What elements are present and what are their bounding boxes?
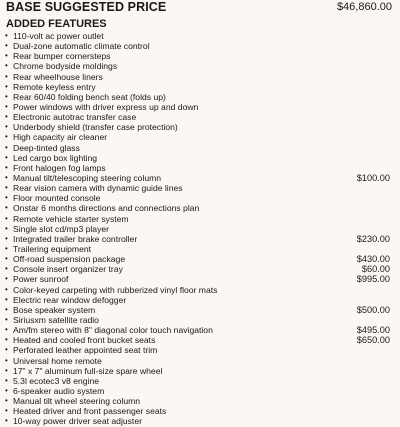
feature-row — [0, 224, 400, 234]
feature-row — [0, 82, 400, 92]
bullet-icon: • — [5, 142, 8, 152]
bullet-icon: • — [5, 81, 8, 91]
bullet-icon: • — [5, 162, 8, 172]
feature-row — [0, 92, 400, 102]
bullet-icon: • — [5, 61, 8, 71]
bullet-icon: • — [5, 101, 8, 111]
feature-name: Off-road suspension package — [13, 254, 126, 265]
feature-row — [0, 325, 400, 335]
bullet-icon: • — [5, 183, 8, 193]
bullet-icon: • — [5, 31, 8, 40]
bullet-icon: • — [5, 355, 8, 365]
bullet-icon: • — [5, 385, 8, 395]
feature-row — [0, 183, 400, 193]
feature-price: $650.00 — [356, 335, 390, 346]
bullet-icon: • — [5, 112, 8, 122]
feature-row — [0, 315, 400, 325]
bullet-icon: • — [5, 406, 8, 416]
feature-name: Remote keyless entry — [13, 81, 96, 92]
feature-row — [0, 143, 400, 153]
feature-row — [0, 132, 400, 142]
bullet-icon: • — [5, 172, 8, 182]
bullet-icon: • — [5, 365, 8, 375]
feature-row — [0, 345, 400, 355]
feature-name: Onstar 6 months directions and connections plan — [13, 203, 200, 214]
feature-name: 110-volt ac power outlet — [13, 31, 104, 41]
feature-row — [0, 335, 400, 345]
feature-name: Led cargo box lighting — [13, 152, 98, 163]
feature-row — [0, 173, 400, 183]
feature-name: Floor mounted console — [13, 193, 101, 204]
feature-row — [0, 274, 400, 284]
feature-price: $60.00 — [361, 264, 390, 275]
feature-row — [0, 366, 400, 376]
feature-name: Manual tilt/telescoping steering column — [13, 172, 162, 183]
bullet-icon: • — [5, 314, 8, 324]
bullet-icon: • — [5, 284, 8, 294]
feature-name: Rear 60/40 folding bench seat (folds up) — [13, 91, 166, 102]
feature-row — [0, 396, 400, 406]
feature-row — [0, 102, 400, 112]
feature-row — [0, 203, 400, 213]
added-features-heading: ADDED FEATURES — [6, 18, 107, 30]
feature-row — [0, 416, 400, 426]
feature-price: $995.00 — [356, 274, 390, 285]
base-price-value: $46,860.00 — [336, 1, 392, 13]
feature-name: Siriusxm satellite radio — [13, 314, 99, 325]
feature-name: Bose speaker system — [13, 304, 96, 315]
feature-row — [0, 376, 400, 386]
bullet-icon: • — [5, 71, 8, 81]
bullet-icon: • — [5, 91, 8, 101]
bullet-icon: • — [5, 233, 8, 243]
feature-price: $495.00 — [356, 325, 390, 336]
feature-name: Remote vehicle starter system — [13, 213, 129, 224]
feature-name: Manual tilt wheel steering column — [13, 396, 141, 407]
bullet-icon: • — [5, 51, 8, 61]
feature-row — [0, 61, 400, 71]
feature-row — [0, 295, 400, 305]
feature-name: Heated and cooled front bucket seats — [13, 335, 156, 346]
bullet-icon: • — [5, 132, 8, 142]
feature-row — [0, 72, 400, 82]
feature-row — [0, 264, 400, 274]
feature-name: 17" x 7" aluminum full-size spare wheel — [13, 365, 163, 376]
feature-row — [0, 112, 400, 122]
bullet-icon: • — [5, 325, 8, 335]
feature-name: Rear bumper cornersteps — [13, 51, 111, 62]
feature-row — [0, 193, 400, 203]
feature-name: Deep-tinted glass — [13, 142, 80, 153]
price-header — [0, 0, 400, 15]
feature-row — [0, 386, 400, 396]
feature-row — [0, 254, 400, 264]
feature-row — [0, 153, 400, 163]
feature-row — [0, 41, 400, 51]
feature-name: 10-way power driver seat adjuster — [13, 416, 142, 427]
bullet-icon: • — [5, 294, 8, 304]
feature-row — [0, 51, 400, 61]
feature-name: Integrated trailer brake controller — [13, 233, 138, 244]
bullet-icon: • — [5, 335, 8, 345]
bullet-icon: • — [5, 193, 8, 203]
feature-name: Electronic autotrac transfer case — [13, 112, 137, 123]
feature-name: Universal home remote — [13, 355, 102, 366]
feature-row — [0, 244, 400, 254]
feature-name: Color-keyed carpeting with rubberized vinyl floor mats — [13, 284, 218, 295]
feature-list — [0, 31, 400, 426]
bullet-icon: • — [5, 243, 8, 253]
feature-name: Perforated leather appointed seat trim — [13, 345, 158, 356]
feature-name: 5.3l ecotec3 v8 engine — [13, 375, 100, 386]
feature-name: Electric rear window defogger — [13, 294, 127, 305]
bullet-icon: • — [5, 396, 8, 406]
bullet-icon: • — [5, 122, 8, 132]
bullet-icon: • — [5, 203, 8, 213]
bullet-icon: • — [5, 274, 8, 284]
feature-name: Trailering equipment — [13, 243, 92, 254]
bullet-icon: • — [5, 41, 8, 51]
feature-row — [0, 163, 400, 173]
bullet-icon: • — [5, 152, 8, 162]
feature-row — [0, 305, 400, 315]
feature-name: Single slot cd/mp3 player — [13, 223, 110, 234]
feature-name: Dual-zone automatic climate control — [13, 41, 150, 52]
feature-name: Power windows with driver express up and down — [13, 101, 199, 112]
feature-name: Underbody shield (transfer case protection) — [13, 122, 178, 133]
feature-name: Am/fm stereo with 8" diagonal color touch navigation — [13, 325, 213, 336]
feature-name: Heated driver and front passenger seats — [13, 406, 167, 417]
bullet-icon: • — [5, 223, 8, 233]
feature-row — [0, 285, 400, 295]
feature-name: Rear vision camera with dynamic guide lines — [13, 183, 183, 194]
feature-row — [0, 356, 400, 366]
feature-name: Power sunroof — [13, 274, 69, 285]
feature-name: High capacity air cleaner — [13, 132, 108, 143]
bullet-icon: • — [5, 375, 8, 385]
bullet-icon: • — [5, 416, 8, 426]
bullet-icon: • — [5, 345, 8, 355]
feature-price: $100.00 — [356, 172, 390, 183]
feature-name: Chrome bodyside moldings — [13, 61, 118, 72]
bullet-icon: • — [5, 264, 8, 274]
bullet-icon: • — [5, 213, 8, 223]
feature-price: $500.00 — [356, 304, 390, 315]
base-price-title: BASE SUGGESTED PRICE — [6, 0, 167, 14]
bullet-icon: • — [5, 254, 8, 264]
feature-row — [0, 234, 400, 244]
feature-price: $430.00 — [356, 254, 390, 265]
feature-name: Front halogen fog lamps — [13, 162, 106, 173]
feature-row — [0, 214, 400, 224]
feature-row — [0, 122, 400, 132]
feature-row — [0, 31, 400, 41]
feature-name: 6-speaker audio system — [13, 385, 105, 396]
feature-name: Console insert organizer tray — [13, 264, 123, 275]
feature-price: $230.00 — [356, 233, 390, 244]
feature-name: Rear wheelhouse liners — [13, 71, 103, 82]
bullet-icon: • — [5, 304, 8, 314]
feature-row — [0, 406, 400, 416]
